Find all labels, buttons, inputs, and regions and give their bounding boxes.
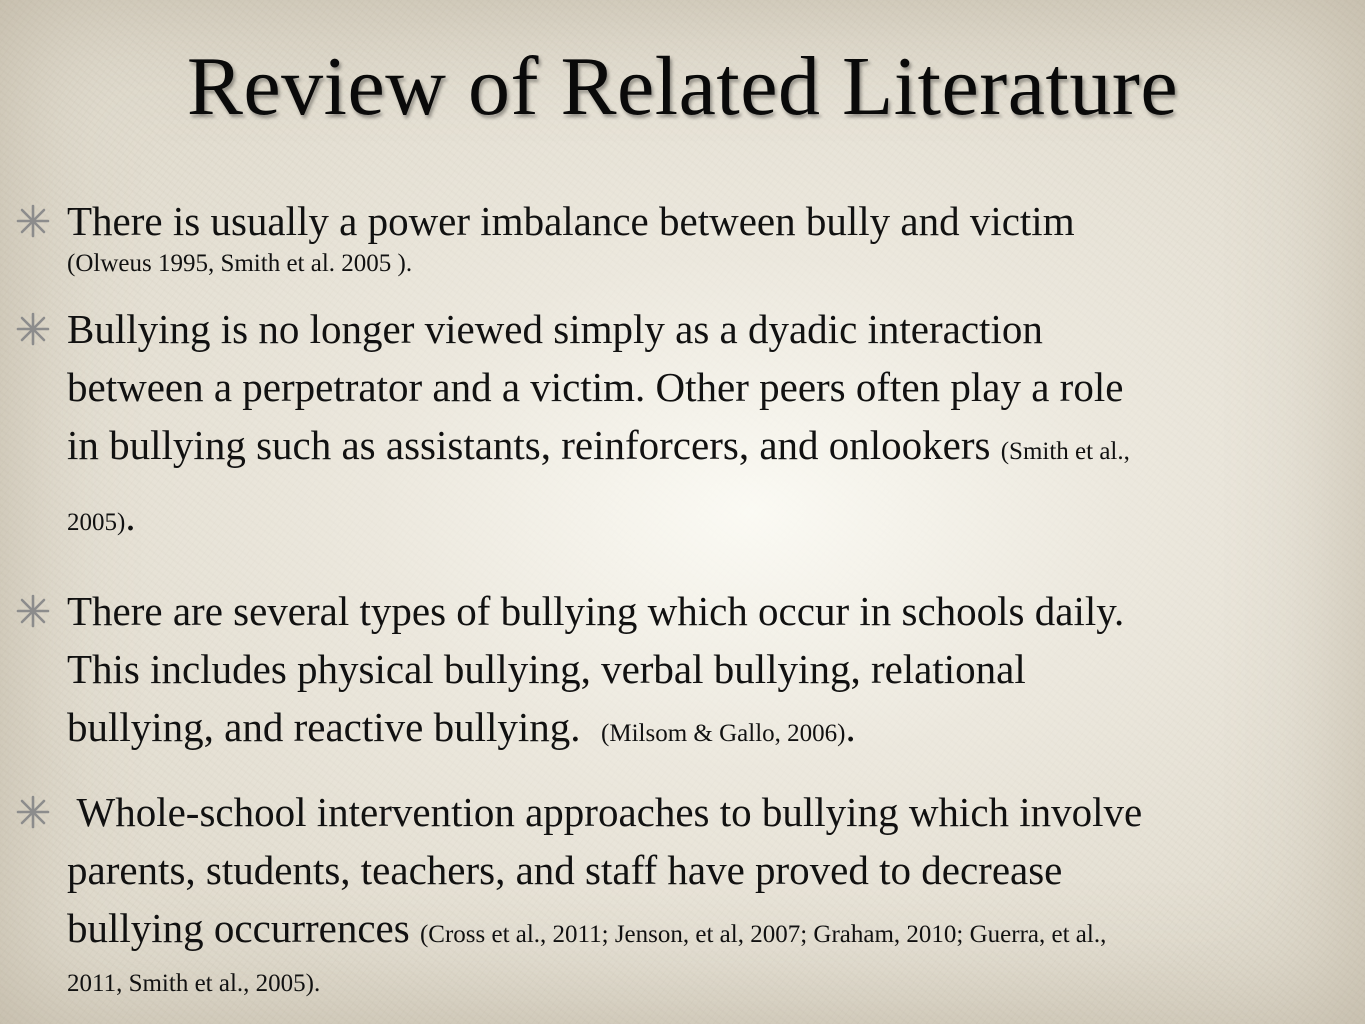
bullet-text: There is usually a power imbalance between bully and victim xyxy=(67,198,1075,244)
asterisk-icon xyxy=(14,202,52,240)
bullet-text-line: bullying occurrences xyxy=(67,905,410,951)
bullet-item-whole-school-intervention xyxy=(0,783,1365,1004)
bullet-text-line: Whole-school intervention approaches to bullying which involve xyxy=(67,789,1143,835)
slide-title: Review of Related Literature xyxy=(186,40,1179,133)
bullet-period: . xyxy=(125,493,136,539)
bullet-list xyxy=(0,192,1365,1004)
bullet-item-dyadic-interaction xyxy=(0,300,1365,558)
bullet-text-line: bullying, and reactive bullying. xyxy=(67,704,581,750)
bullet-text-line: This includes physical bullying, verbal bullying, relational xyxy=(67,646,1026,692)
bullet-citation: (Milsom & Gallo, 2006) xyxy=(601,720,846,747)
bullet-text-line: Bullying is no longer viewed simply as a dyadic interaction xyxy=(67,306,1043,352)
bullet-citation: (Smith et al., xyxy=(1000,438,1130,465)
bullet-citation: (Olweus 1995, Smith et al. 2005 ). xyxy=(67,250,413,277)
asterisk-icon xyxy=(14,592,52,630)
asterisk-icon xyxy=(14,793,52,831)
bullet-text-line: between a perpetrator and a victim. Other peers often play a role xyxy=(67,364,1124,410)
bullet-citation-continued: 2011, Smith et al., 2005). xyxy=(67,970,321,997)
bullet-text-line: in bullying such as assistants, reinforcers, and onlookers xyxy=(67,422,991,468)
bullet-text-line: parents, students, teachers, and staff have proved to decrease xyxy=(67,847,1063,893)
asterisk-icon xyxy=(14,310,52,348)
bullet-text-line: There are several types of bullying which occur in schools daily. xyxy=(67,588,1125,634)
bullet-item-power-imbalance xyxy=(0,192,1365,282)
bullet-item-types-of-bullying xyxy=(0,582,1365,763)
bullet-citation-continued: 2005) xyxy=(67,509,126,536)
bullet-period: . xyxy=(845,704,856,750)
bullet-citation: (Cross et al., 2011; Jenson, et al, 2007; Graham, 2010; Guerra, et al., xyxy=(419,921,1107,948)
